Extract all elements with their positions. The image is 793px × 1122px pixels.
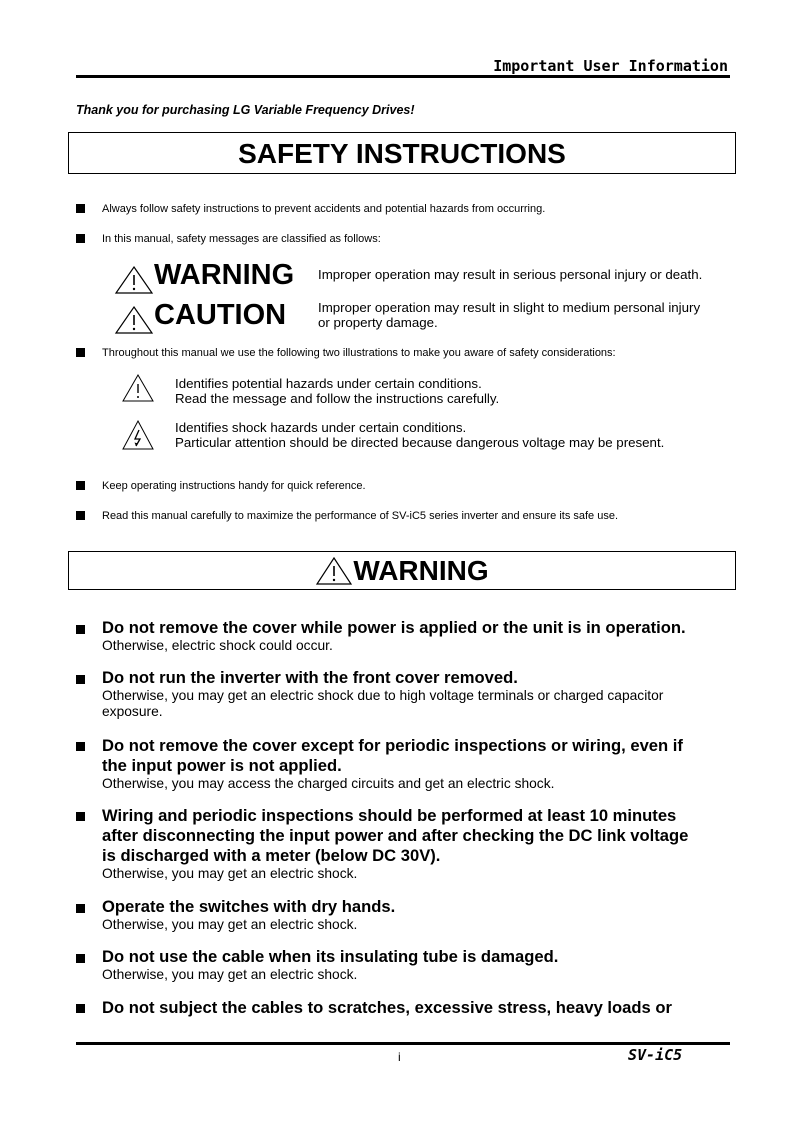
warning-item: Do not run the inverter with the front cover removed. Otherwise, you may get an electric shock due to high voltage terminals or charged capacitor exposure. — [102, 668, 664, 719]
safety-bullet: Throughout this manual we use the following two illustrations to make you aware of safety considerations: — [102, 347, 616, 359]
warning-item: Operate the switches with dry hands. Otherwise, you may get an electric shock. — [102, 897, 396, 932]
illustration-description: Identifies potential hazards under certain conditions. Read the message and follow the instructions carefully. — [175, 376, 500, 406]
bullet-square-icon — [76, 481, 85, 490]
caution-triangle-icon — [114, 305, 154, 335]
safety-title: SAFETY INSTRUCTIONS — [238, 138, 566, 169]
warning-title-box — [68, 551, 736, 590]
safety-bullet: Keep operating instructions handy for quick reference. — [102, 480, 366, 492]
signal-word: WARNING — [154, 259, 295, 291]
header-title: Important User Information — [493, 57, 728, 75]
safety-bullet: Always follow safety instructions to prevent accidents and potential hazards from occurring. — [102, 203, 546, 215]
signal-warning — [114, 260, 294, 295]
bullet-square-icon — [76, 234, 85, 243]
bullet-square-icon — [76, 954, 85, 963]
bullet-square-icon — [76, 1004, 85, 1013]
warning-item: Do not remove the cover except for periodic inspections or wiring, even if the input power is not applied. Otherwise, you may access the charged circuits and get an electric shock. — [102, 736, 683, 791]
signal-description: Improper operation may result in serious personal injury or death. — [318, 267, 703, 282]
warning-item: Do not remove the cover while power is applied or the unit is in operation. Otherwise, electric shock could occur. — [102, 618, 686, 653]
bullet-square-icon — [76, 348, 85, 357]
bullet-square-icon — [76, 511, 85, 520]
safety-title-box — [68, 132, 736, 174]
bullet-square-icon — [76, 742, 85, 751]
bullet-square-icon — [76, 675, 85, 684]
footer-rule — [76, 1042, 730, 1045]
warning-item: Wiring and periodic inspections should be performed at least 10 minutes after disconnecting the input power and after checking the DC link voltage is discharged with a meter (below DC 30V). Otherwise, you may get an electric shock. — [102, 806, 689, 881]
safety-bullet: Read this manual carefully to maximize the performance of SV-iC5 series inverter and ensure its safe use. — [102, 510, 619, 522]
caution-triangle-icon — [121, 373, 155, 403]
model-name: SV-iC5 — [628, 1046, 683, 1064]
bullet-square-icon — [76, 204, 85, 213]
bullet-square-icon — [76, 625, 85, 634]
warning-title: WARNING — [353, 554, 489, 586]
bullet-square-icon — [76, 812, 85, 821]
safety-bullet: In this manual, safety messages are classified as follows: — [102, 233, 381, 245]
caution-triangle-icon — [315, 556, 353, 586]
shock-hazard-icon — [121, 419, 155, 451]
signal-word: CAUTION — [154, 299, 287, 331]
warning-item: Do not use the cable when its insulating tube is damaged. Otherwise, you may get an electric shock. — [102, 947, 559, 982]
page-number: i — [398, 1050, 401, 1064]
signal-caution — [114, 300, 286, 335]
header-rule — [76, 75, 730, 78]
thanks-line: Thank you for purchasing LG Variable Frequency Drives! — [76, 103, 415, 117]
caution-triangle-icon — [114, 265, 154, 295]
signal-description: Improper operation may result in slight to medium personal injury or property damage. — [318, 300, 701, 330]
illustration-description: Identifies shock hazards under certain conditions. Particular attention should be directed because dangerous voltage may be present. — [175, 420, 665, 450]
bullet-square-icon — [76, 904, 85, 913]
warning-item: Do not subject the cables to scratches, excessive stress, heavy loads or — [102, 998, 672, 1017]
